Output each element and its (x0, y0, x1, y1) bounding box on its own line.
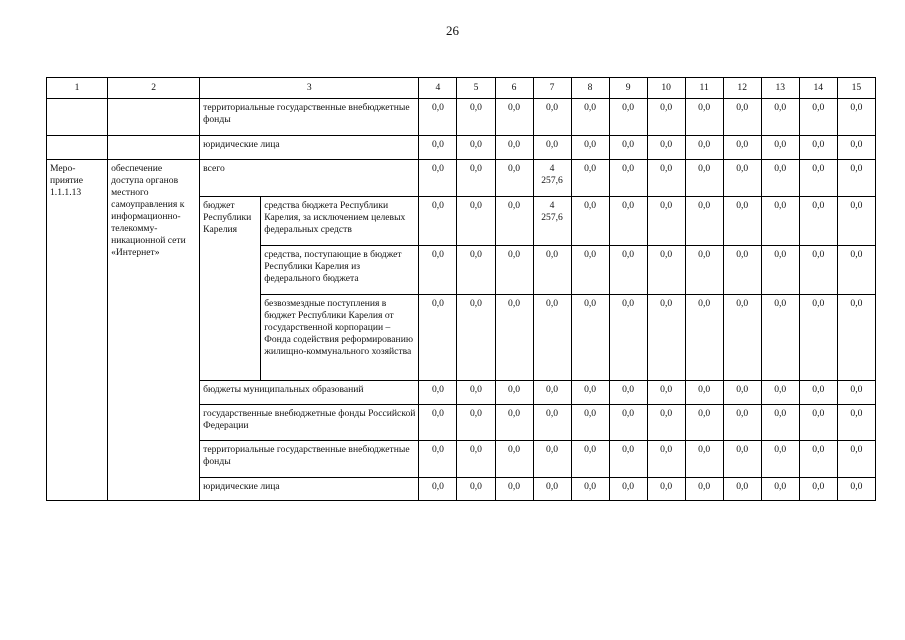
value-cell: 0,0 (685, 197, 723, 246)
value-cell: 0,0 (685, 160, 723, 197)
value-cell: 0,0 (837, 441, 875, 478)
value-cell: 0,0 (571, 295, 609, 381)
value-cell: 0,0 (761, 405, 799, 441)
value-cell: 0,0 (799, 160, 837, 197)
value-cell: 0,0 (837, 295, 875, 381)
value-cell: 0,0 (685, 246, 723, 295)
value-cell: 0,0 (647, 405, 685, 441)
value-cell: 0,0 (761, 197, 799, 246)
value-cell: 0,0 (761, 441, 799, 478)
value-cell: 0,0 (837, 478, 875, 501)
value-cell: 0,0 (495, 295, 533, 381)
value-cell: 0,0 (723, 136, 761, 160)
header-cell: 11 (685, 78, 723, 99)
header-row (47, 78, 876, 99)
value-cell: 0,0 (723, 295, 761, 381)
header-cell: 5 (457, 78, 495, 99)
value-cell: 0,0 (647, 99, 685, 136)
header-cell: 7 (533, 78, 571, 99)
value-cell: 0,0 (495, 441, 533, 478)
page-number: 26 (446, 23, 459, 38)
value-cell: 0,0 (799, 246, 837, 295)
table-row (47, 160, 876, 197)
value-cell: 0,0 (799, 295, 837, 381)
value-cell: 0,0 (723, 478, 761, 501)
value-cell: 0,0 (495, 99, 533, 136)
value-cell: 0,0 (457, 381, 495, 405)
row-label: всего (200, 160, 419, 197)
value-cell: 0,0 (647, 246, 685, 295)
header-cell: 14 (799, 78, 837, 99)
value-cell: 0,0 (647, 197, 685, 246)
row-label: бюджеты муниципальных образований (200, 381, 419, 405)
table-row (47, 136, 876, 160)
value-cell: 0,0 (685, 136, 723, 160)
value-cell: 0,0 (761, 478, 799, 501)
value-cell: 0,0 (609, 441, 647, 478)
value-cell: 0,0 (761, 246, 799, 295)
value-cell: 0,0 (533, 99, 571, 136)
value-cell: 0,0 (761, 381, 799, 405)
header-cell: 2 (108, 78, 200, 99)
header-cell: 12 (723, 78, 761, 99)
value-cell: 4 257,6 (533, 197, 571, 246)
value-cell: 0,0 (799, 441, 837, 478)
value-cell: 0,0 (723, 246, 761, 295)
value-cell: 0,0 (723, 160, 761, 197)
value-cell: 0,0 (457, 405, 495, 441)
value-cell: 0,0 (647, 136, 685, 160)
value-cell: 0,0 (419, 99, 457, 136)
value-cell: 0,0 (457, 197, 495, 246)
value-cell: 0,0 (647, 478, 685, 501)
value-cell: 0,0 (837, 99, 875, 136)
value-cell: 0,0 (609, 295, 647, 381)
value-cell: 0,0 (495, 381, 533, 405)
value-cell: 0,0 (609, 197, 647, 246)
value-cell: 0,0 (837, 246, 875, 295)
header-cell: 4 (419, 78, 457, 99)
blank-cell (47, 99, 108, 136)
value-cell: 0,0 (533, 246, 571, 295)
value-cell: 0,0 (723, 441, 761, 478)
value-cell: 0,0 (419, 295, 457, 381)
value-cell: 0,0 (837, 197, 875, 246)
value-cell: 0,0 (609, 381, 647, 405)
value-cell: 0,0 (685, 381, 723, 405)
value-cell: 0,0 (799, 99, 837, 136)
header-cell: 3 (200, 78, 419, 99)
header-cell: 10 (647, 78, 685, 99)
value-cell: 0,0 (419, 381, 457, 405)
value-cell: 0,0 (419, 246, 457, 295)
row-label: юридические лица (200, 136, 419, 160)
value-cell: 0,0 (571, 197, 609, 246)
value-cell: 0,0 (419, 136, 457, 160)
value-cell: 0,0 (837, 381, 875, 405)
value-cell: 0,0 (761, 160, 799, 197)
value-cell: 0,0 (571, 381, 609, 405)
value-cell: 0,0 (495, 197, 533, 246)
row-label: территориальные государственные внебюджетные фонды (200, 441, 419, 478)
value-cell: 0,0 (799, 197, 837, 246)
value-cell: 0,0 (533, 405, 571, 441)
blank-cell (47, 136, 108, 160)
value-cell: 0,0 (495, 160, 533, 197)
value-cell: 0,0 (723, 197, 761, 246)
value-cell: 0,0 (837, 136, 875, 160)
value-cell: 0,0 (799, 381, 837, 405)
value-cell: 0,0 (457, 246, 495, 295)
row-label: безвозмездные поступления в бюджет Республики Карелия от государственной корпорации – Фонда содействия реформированию жилищно-коммунального хозяйства (261, 295, 419, 381)
value-cell: 0,0 (685, 99, 723, 136)
value-cell: 0,0 (837, 405, 875, 441)
row-label: государственные внебюджетные фонды Российской Федерации (200, 405, 419, 441)
value-cell: 0,0 (647, 381, 685, 405)
header-cell: 1 (47, 78, 108, 99)
value-cell: 0,0 (609, 246, 647, 295)
value-cell: 0,0 (761, 136, 799, 160)
value-cell: 0,0 (571, 441, 609, 478)
value-cell: 0,0 (723, 99, 761, 136)
value-cell: 0,0 (647, 160, 685, 197)
value-cell: 0,0 (533, 295, 571, 381)
value-cell: 0,0 (419, 441, 457, 478)
value-cell: 0,0 (647, 295, 685, 381)
value-cell: 0,0 (457, 478, 495, 501)
header-cell: 13 (761, 78, 799, 99)
value-cell: 0,0 (457, 160, 495, 197)
value-cell: 0,0 (571, 246, 609, 295)
header-cell: 6 (495, 78, 533, 99)
value-cell: 0,0 (495, 246, 533, 295)
event-description: обеспечение доступа органов местного самоуправления к информационно-телекомму-никационной сети «Интернет» (108, 160, 200, 501)
value-cell: 0,0 (647, 441, 685, 478)
value-cell: 0,0 (723, 381, 761, 405)
header-cell: 8 (571, 78, 609, 99)
value-cell: 0,0 (799, 136, 837, 160)
value-cell: 0,0 (609, 478, 647, 501)
value-cell: 0,0 (685, 295, 723, 381)
blank-cell (108, 99, 200, 136)
value-cell: 0,0 (685, 478, 723, 501)
value-cell: 0,0 (533, 381, 571, 405)
value-cell: 0,0 (571, 136, 609, 160)
value-cell: 0,0 (761, 99, 799, 136)
header-cell: 15 (837, 78, 875, 99)
value-cell: 0,0 (419, 160, 457, 197)
value-cell: 0,0 (457, 99, 495, 136)
value-cell: 0,0 (609, 405, 647, 441)
header-cell: 9 (609, 78, 647, 99)
value-cell: 0,0 (799, 478, 837, 501)
value-cell: 0,0 (571, 160, 609, 197)
row-label: юридические лица (200, 478, 419, 501)
budget-table (46, 77, 876, 501)
value-cell: 0,0 (457, 136, 495, 160)
value-cell: 0,0 (723, 405, 761, 441)
value-cell: 0,0 (495, 405, 533, 441)
row-label: бюджет Республики Карелия (200, 197, 261, 381)
value-cell: 0,0 (609, 99, 647, 136)
value-cell: 0,0 (571, 99, 609, 136)
row-label: средства бюджета Республики Карелия, за исключением целевых федеральных средств (261, 197, 419, 246)
blank-cell (108, 136, 200, 160)
value-cell: 0,0 (533, 478, 571, 501)
value-cell: 0,0 (609, 160, 647, 197)
value-cell: 0,0 (799, 405, 837, 441)
event-number: Меро-приятие 1.1.1.13 (47, 160, 108, 501)
value-cell: 0,0 (495, 136, 533, 160)
value-cell: 4 257,6 (533, 160, 571, 197)
row-label: средства, поступающие в бюджет Республики Карелия из федерального бюджета (261, 246, 419, 295)
value-cell: 0,0 (495, 478, 533, 501)
value-cell: 0,0 (419, 197, 457, 246)
value-cell: 0,0 (685, 405, 723, 441)
table-row (47, 99, 876, 136)
value-cell: 0,0 (419, 478, 457, 501)
value-cell: 0,0 (457, 441, 495, 478)
value-cell: 0,0 (837, 160, 875, 197)
value-cell: 0,0 (609, 136, 647, 160)
value-cell: 0,0 (457, 295, 495, 381)
value-cell: 0,0 (419, 405, 457, 441)
value-cell: 0,0 (761, 295, 799, 381)
value-cell: 0,0 (685, 441, 723, 478)
value-cell: 0,0 (571, 405, 609, 441)
value-cell: 0,0 (533, 136, 571, 160)
row-label: территориальные государственные внебюджетные фонды (200, 99, 419, 136)
value-cell: 0,0 (533, 441, 571, 478)
value-cell: 0,0 (571, 478, 609, 501)
